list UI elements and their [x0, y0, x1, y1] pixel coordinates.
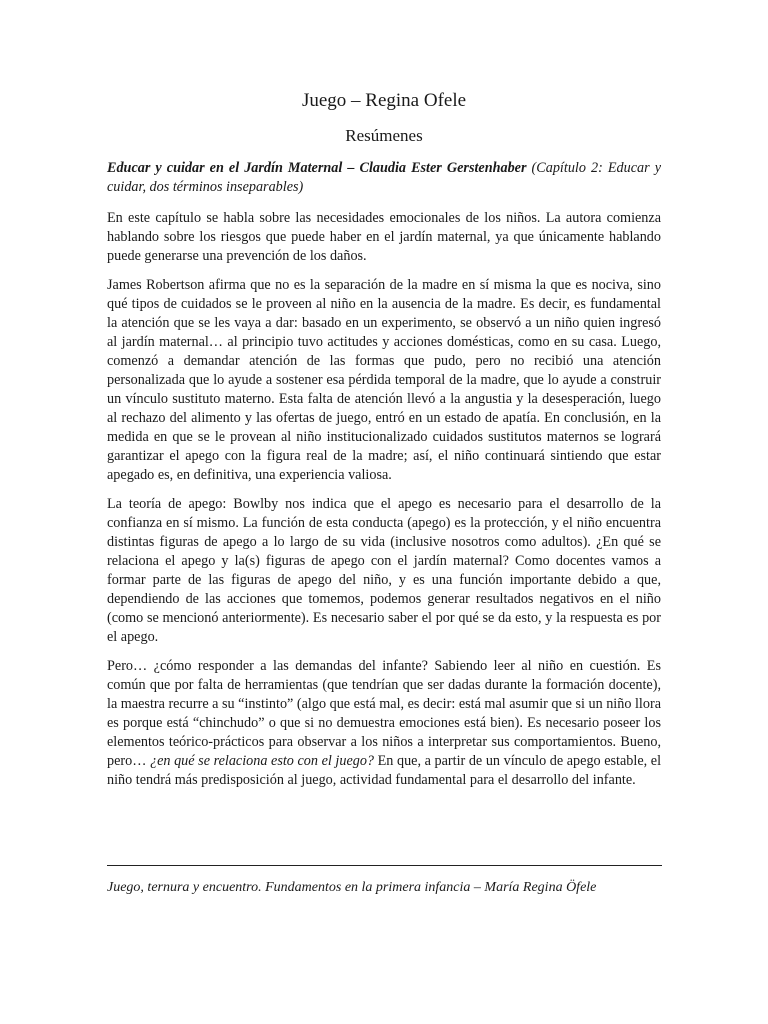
- footer-citation: Juego, ternura y encuentro. Fundamentos en la primera infancia – María Regina Öfele: [107, 880, 597, 895]
- footer-divider: [107, 865, 662, 866]
- document-subtitle: Resúmenes: [345, 126, 423, 145]
- paragraph-4-text-a: Pero… ¿cómo responder a las demandas del infante? Sabiendo leer al niño en cuestión. Es común que por falta de herramientas (que tendrían que ser dadas durante la formación docente), la maestra recurre a su “instinto” (algo que está mal, es decir: está mal asumir que si un niño llora es porque está “chinchudo” o que si no demuestra emociones está bien). Es necesario poseer los elementos teórico-prácticos para observar a los niños a interpretar sus comportamientos. Bueno, pero…: [107, 658, 661, 769]
- chapter-heading: [107, 159, 661, 197]
- paragraph-3: La teoría de apego: Bowlby nos indica que el apego es necesario para el desarrollo de la confianza en sí mismo. La función de esta conducta (apego) es la protección, y el niño encuentra distintas figuras de apego a lo largo de su vida (inclusive nosotros como adultos). ¿En qué se relaciona el apego y la(s) figuras de apego con el jardín maternal? Como docentes vamos a formar parte de las figuras de apego del niño, y es una función importante debido a que, dependiendo de las acciones que tomemos, podemos generar resultados negativos en el niño (como se mencionó anteriormente). Es necesario saber el por qué se da esto, y la respuesta es por el apego.: [107, 496, 661, 645]
- paragraph-4-text-b: En que, a partir de un vínculo de apego estable, el niño tendrá más predisposición al juego, actividad fundamental para el desarrollo del infante.: [107, 753, 662, 788]
- paragraph-1: En este capítulo se habla sobre las necesidades emocionales de los niños. La autora comienza hablando sobre los riesgos que puede haber en el jardín maternal, ya que únicamente hablando puede generarse una prevención de los daños.: [107, 210, 661, 264]
- chapter-heading-italic: (Capítulo 2: Educar y cuidar, dos términos inseparables): [107, 160, 661, 195]
- paragraph-2: James Robertson afirma que no es la separación de la madre en sí misma la que es nociva, sino qué tipos de cuidados se le proveen al niño en la ausencia de la madre. Es decir, es fundamental la atención que se les vaya a dar: basado en un experimento, se observó a un niño quien ingresó al jardín maternal… al principio tuvo actitudes y acciones domésticas, como en su casa. Luego, comenzó a demandar atención de las formas que pudo, pero no recibió una atención personalizada que lo ayude a sostener esa pérdida temporal de la madre, que lo ayude a construir un vínculo sustituto materno. Esta falta de atención llevó a la angustia y la desesperación, luego al rechazo del alimento y las ofertas de juego, entró en un estado de apatía. En conclusión, en la medida en que se le provean al niño institucionalizado cuidados sustitutos maternos se logrará garantizar el apego con la figura real de la madre; así, el niño continuará sintiendo que estar apegado es, en definitiva, una experiencia valiosa.: [107, 277, 661, 483]
- paragraph-4: [107, 657, 661, 790]
- chapter-heading-bold: Educar y cuidar en el Jardín Maternal – Claudia Ester Gerstenhaber: [107, 160, 527, 176]
- document-title: Juego – Regina Ofele: [301, 90, 467, 111]
- paragraph-4-italic: ¿en qué se relaciona esto con el juego?: [150, 753, 375, 769]
